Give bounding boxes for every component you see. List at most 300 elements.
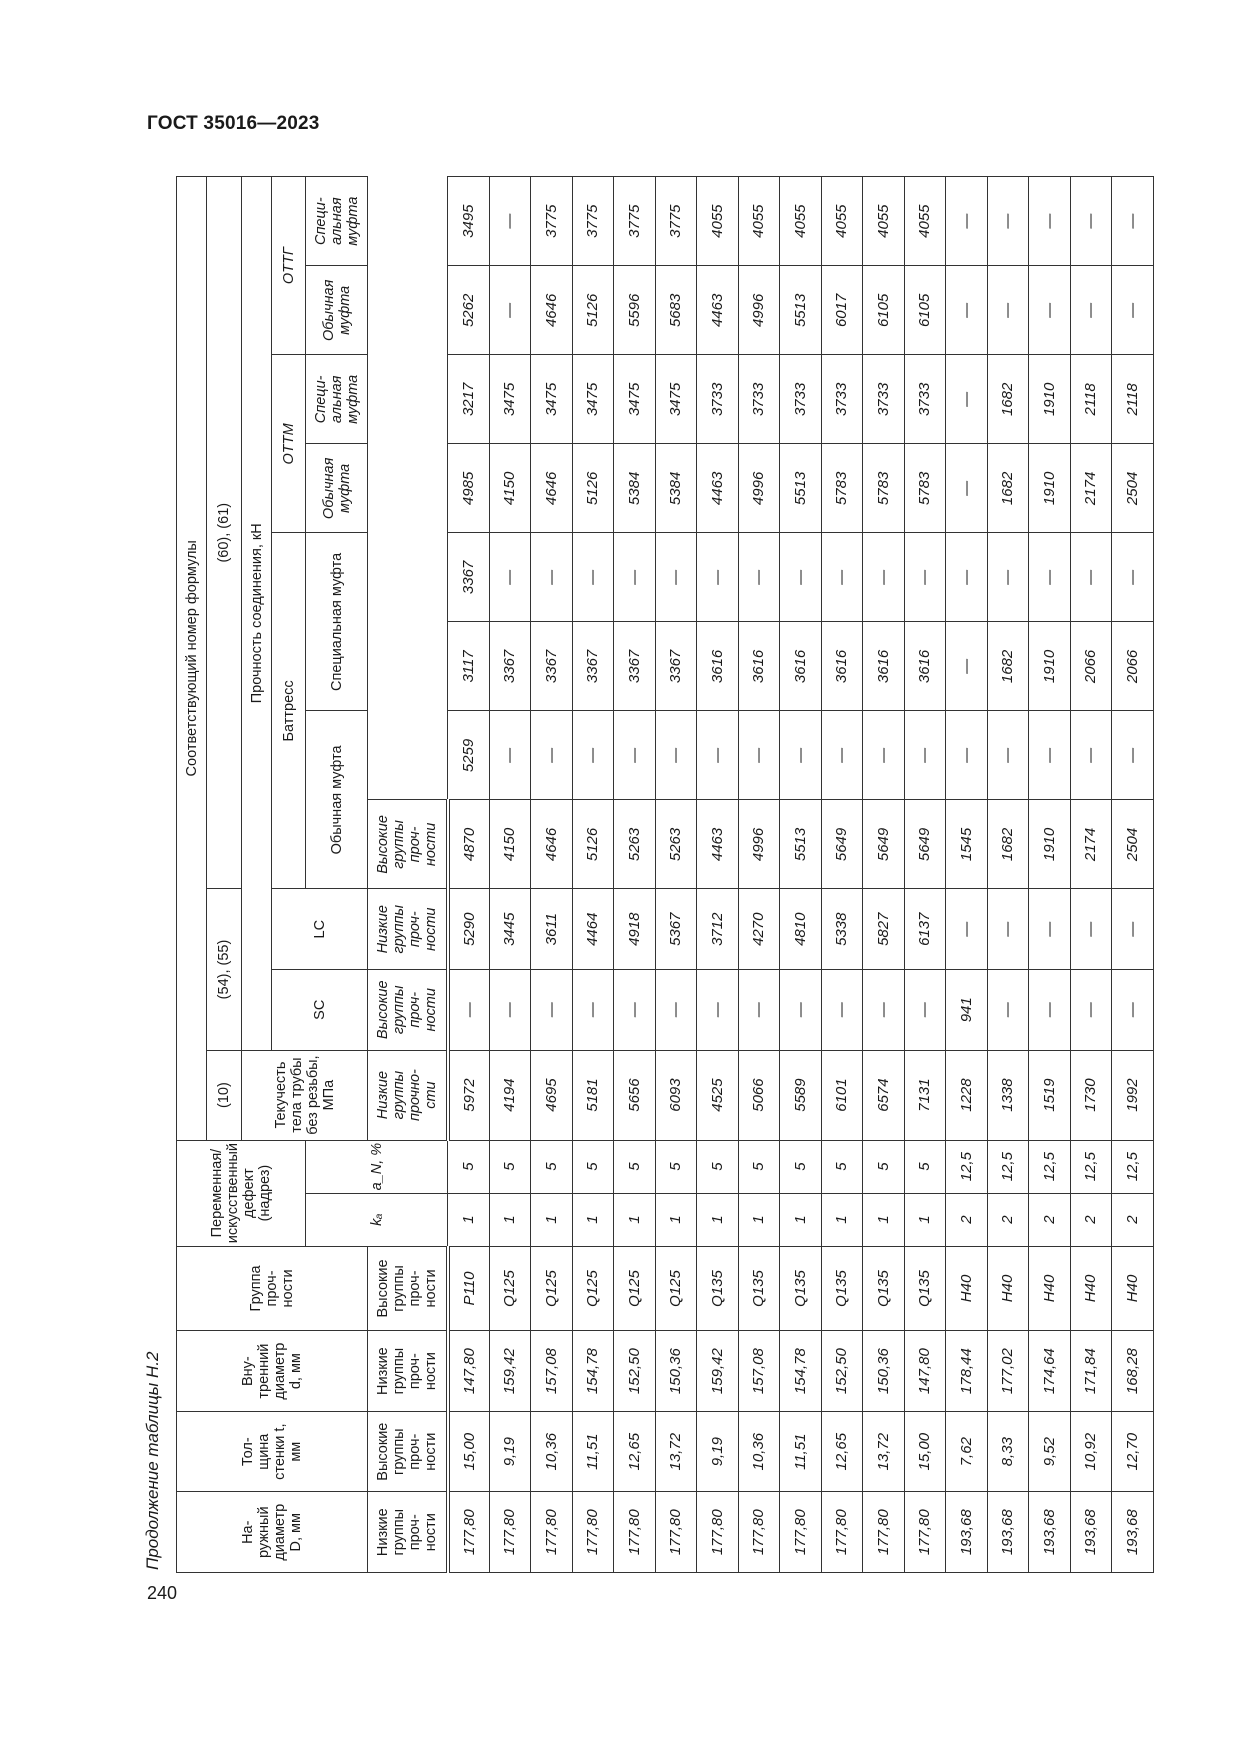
table-cell: — bbox=[1112, 711, 1154, 800]
table-cell: — bbox=[738, 711, 780, 800]
table-cell: — bbox=[904, 969, 946, 1050]
header-an: a_N, % bbox=[306, 1140, 448, 1193]
table-cell: — bbox=[904, 533, 946, 622]
table-cell: 3475 bbox=[531, 355, 573, 444]
table-cell: 1682 bbox=[987, 622, 1029, 711]
table-cell: 6574 bbox=[863, 1050, 905, 1140]
table-cell: 3775 bbox=[655, 177, 697, 266]
table-cell: Q125 bbox=[655, 1246, 697, 1331]
header-yield-strength: Текучесть тела трубы без резьбы, МПа bbox=[242, 1050, 368, 1140]
table-cell: — bbox=[655, 533, 697, 622]
header-wall-thickness: Тол- щина стенки t, мм bbox=[177, 1411, 368, 1492]
table-cell: 2 bbox=[1029, 1193, 1071, 1246]
table-cell: — bbox=[946, 622, 988, 711]
table-cell: 5783 bbox=[904, 444, 946, 533]
table-cell: 6093 bbox=[655, 1050, 697, 1140]
header-ottm-special-high: Высокие группы проч- ности bbox=[368, 969, 448, 1050]
table-cell: 3733 bbox=[697, 355, 739, 444]
table-cell: — bbox=[1112, 969, 1154, 1050]
table-cell: — bbox=[904, 711, 946, 800]
table-row bbox=[1029, 177, 1071, 1573]
table-cell: — bbox=[863, 711, 905, 800]
table-cell: — bbox=[1070, 533, 1112, 622]
header-buttress-regular: Обычная муфта bbox=[306, 711, 368, 889]
table-cell: 177,80 bbox=[655, 1492, 697, 1573]
table-cell: — bbox=[987, 533, 1029, 622]
table-cell: 3616 bbox=[863, 622, 905, 711]
table-cell: 5783 bbox=[863, 444, 905, 533]
table-cell: — bbox=[946, 177, 988, 266]
table-cell: — bbox=[1029, 266, 1071, 355]
header-outer-diameter: На- ружный диаметр D, мм bbox=[177, 1492, 368, 1573]
table-cell: — bbox=[1070, 889, 1112, 970]
table-cell: 3445 bbox=[489, 889, 531, 970]
table-cell: 1992 bbox=[1112, 1050, 1154, 1140]
rotated-table-frame bbox=[176, 176, 1154, 1573]
table-cell: 5259 bbox=[448, 711, 490, 800]
table-cell: Q125 bbox=[531, 1246, 573, 1331]
table-row bbox=[780, 177, 822, 1573]
table-cell: 4985 bbox=[448, 444, 490, 533]
table-cell: 2 bbox=[1070, 1193, 1112, 1246]
table-cell: Q125 bbox=[614, 1246, 656, 1331]
table-cell: 4996 bbox=[738, 444, 780, 533]
table-cell: H40 bbox=[987, 1246, 1029, 1331]
table-cell: — bbox=[946, 444, 988, 533]
table-cell: 4918 bbox=[614, 889, 656, 970]
header-ottg-special: Специ- альная муфта bbox=[306, 177, 368, 266]
table-cell: — bbox=[489, 969, 531, 1050]
header-joint-strength: Прочность соединения, кН bbox=[242, 177, 272, 1051]
table-cell: 5589 bbox=[780, 1050, 822, 1140]
table-cell: 6105 bbox=[904, 266, 946, 355]
table-cell: — bbox=[1112, 177, 1154, 266]
header-ottg-special-high: Высокие группы проч- ности bbox=[368, 800, 448, 889]
table-cell: 3367 bbox=[489, 622, 531, 711]
table-cell: 5783 bbox=[821, 444, 863, 533]
table-cell: H40 bbox=[946, 1246, 988, 1331]
header-lc: LC bbox=[272, 889, 368, 970]
table-cell: 5367 bbox=[655, 889, 697, 970]
header-buttress-special-high: Высокие группы проч- ности bbox=[368, 1246, 448, 1331]
table-cell: 5513 bbox=[780, 266, 822, 355]
table-cell: — bbox=[738, 969, 780, 1050]
table-cell: — bbox=[572, 711, 614, 800]
table-cell: 150,36 bbox=[655, 1331, 697, 1412]
table-cell: — bbox=[946, 533, 988, 622]
table-cell: 4996 bbox=[738, 800, 780, 889]
table-cell: 2174 bbox=[1070, 800, 1112, 889]
table-row bbox=[572, 177, 614, 1573]
table-cell: — bbox=[1070, 969, 1112, 1050]
table-cell: — bbox=[780, 533, 822, 622]
table-cell: 5683 bbox=[655, 266, 697, 355]
table-cell: 193,68 bbox=[946, 1492, 988, 1573]
table-cell: 1910 bbox=[1029, 800, 1071, 889]
table-cell: 1910 bbox=[1029, 444, 1071, 533]
table-cell: 159,42 bbox=[489, 1331, 531, 1412]
table-caption: Продолжение таблицы Н.2 bbox=[143, 1351, 162, 1570]
table-cell: 10,92 bbox=[1070, 1411, 1112, 1492]
table-cell: 177,80 bbox=[904, 1492, 946, 1573]
table-cell: 3367 bbox=[614, 622, 656, 711]
table-cell: 2066 bbox=[1070, 622, 1112, 711]
table-cell: 4055 bbox=[780, 177, 822, 266]
table-cell: 177,80 bbox=[572, 1492, 614, 1573]
table-cell: — bbox=[531, 533, 573, 622]
table-cell: 5126 bbox=[572, 800, 614, 889]
table-body bbox=[448, 177, 1154, 1573]
table-cell: 1545 bbox=[946, 800, 988, 889]
table-cell: 5262 bbox=[448, 266, 490, 355]
table-cell: — bbox=[946, 266, 988, 355]
table-cell: 3611 bbox=[531, 889, 573, 970]
table-cell: 150,36 bbox=[863, 1331, 905, 1412]
table-cell: 193,68 bbox=[1112, 1492, 1154, 1573]
table-cell: 1 bbox=[904, 1193, 946, 1246]
table-cell: 193,68 bbox=[1070, 1492, 1112, 1573]
table-cell: 1338 bbox=[987, 1050, 1029, 1140]
table-cell: — bbox=[448, 969, 490, 1050]
table-cell: — bbox=[987, 969, 1029, 1050]
table-cell: 4646 bbox=[531, 800, 573, 889]
table-cell: 11,51 bbox=[780, 1411, 822, 1492]
table-row bbox=[531, 177, 573, 1573]
table-cell: — bbox=[1112, 889, 1154, 970]
table-cell: 3712 bbox=[697, 889, 739, 970]
table-cell: — bbox=[987, 889, 1029, 970]
table-cell: 3733 bbox=[738, 355, 780, 444]
table-cell: — bbox=[1112, 533, 1154, 622]
table-cell: 5263 bbox=[614, 800, 656, 889]
table-cell: 5 bbox=[531, 1140, 573, 1193]
table-cell: 3775 bbox=[614, 177, 656, 266]
document-header: ГОСТ 35016—2023 bbox=[147, 113, 320, 134]
table-cell: 15,00 bbox=[904, 1411, 946, 1492]
table-cell: 12,5 bbox=[987, 1140, 1029, 1193]
table-container bbox=[176, 176, 1154, 1573]
table-cell: H40 bbox=[1070, 1246, 1112, 1331]
table-cell: 5649 bbox=[863, 800, 905, 889]
table-cell: 6017 bbox=[821, 266, 863, 355]
table-cell: — bbox=[614, 969, 656, 1050]
table-cell: 5263 bbox=[655, 800, 697, 889]
table-cell: 5384 bbox=[614, 444, 656, 533]
table-cell: 157,08 bbox=[738, 1331, 780, 1412]
header-buttress: Баттресс bbox=[272, 533, 306, 889]
table-cell: — bbox=[614, 533, 656, 622]
table-cell: 174,64 bbox=[1029, 1331, 1071, 1412]
table-cell: 10,36 bbox=[531, 1411, 573, 1492]
table-cell: 177,80 bbox=[614, 1492, 656, 1573]
table-cell: 12,5 bbox=[946, 1140, 988, 1193]
table-cell: 2174 bbox=[1070, 444, 1112, 533]
table-cell: 4695 bbox=[531, 1050, 573, 1140]
table-cell: 5513 bbox=[780, 800, 822, 889]
table-cell: 5 bbox=[572, 1140, 614, 1193]
table-cell: 12,5 bbox=[1029, 1140, 1071, 1193]
table-cell: 5290 bbox=[448, 889, 490, 970]
header-ottg: ОТТГ bbox=[272, 177, 306, 355]
table-cell: 1910 bbox=[1029, 355, 1071, 444]
table-cell: — bbox=[863, 969, 905, 1050]
table-cell: 5338 bbox=[821, 889, 863, 970]
table-cell: 3217 bbox=[448, 355, 490, 444]
table-cell: 1 bbox=[531, 1193, 573, 1246]
header-formula-60-61: (60), (61) bbox=[207, 177, 242, 889]
table-cell: 177,02 bbox=[987, 1331, 1029, 1412]
table-cell: — bbox=[655, 969, 697, 1050]
table-cell: 6105 bbox=[863, 266, 905, 355]
table-cell: 12,65 bbox=[614, 1411, 656, 1492]
table-cell: 3733 bbox=[821, 355, 863, 444]
table-cell: 8,33 bbox=[987, 1411, 1029, 1492]
table-cell: 171,84 bbox=[1070, 1331, 1112, 1412]
table-cell: 4194 bbox=[489, 1050, 531, 1140]
table-cell: 4463 bbox=[697, 266, 739, 355]
table-cell: 177,80 bbox=[863, 1492, 905, 1573]
table-cell: 5384 bbox=[655, 444, 697, 533]
table-cell: — bbox=[572, 969, 614, 1050]
table-cell: 4870 bbox=[448, 800, 490, 889]
table-cell: — bbox=[987, 266, 1029, 355]
table-cell: 5972 bbox=[448, 1050, 490, 1140]
table-cell: 3495 bbox=[448, 177, 490, 266]
table-row bbox=[448, 177, 490, 1573]
table-cell: — bbox=[987, 711, 1029, 800]
table-cell: — bbox=[1029, 177, 1071, 266]
table-cell: 5066 bbox=[738, 1050, 780, 1140]
table-cell: — bbox=[946, 711, 988, 800]
table-cell: Q125 bbox=[489, 1246, 531, 1331]
table-cell: 177,80 bbox=[780, 1492, 822, 1573]
table-cell: — bbox=[531, 969, 573, 1050]
header-ottg-regular: Обычная муфта bbox=[306, 266, 368, 355]
table-cell: 1910 bbox=[1029, 622, 1071, 711]
table-cell: Q135 bbox=[904, 1246, 946, 1331]
table-cell: 5 bbox=[697, 1140, 739, 1193]
table-row bbox=[1070, 177, 1112, 1573]
strength-table bbox=[176, 176, 1154, 1573]
header-ottg-regular-low: Низкие группы проч- ности bbox=[368, 889, 448, 970]
table-cell: 2118 bbox=[1070, 355, 1112, 444]
table-cell: 12,5 bbox=[1070, 1140, 1112, 1193]
header-buttress-special-low: Низкие группы проч- ности bbox=[368, 1331, 448, 1412]
table-row bbox=[904, 177, 946, 1573]
table-cell: H40 bbox=[1112, 1246, 1154, 1331]
table-cell: 1730 bbox=[1070, 1050, 1112, 1140]
table-cell: 941 bbox=[946, 969, 988, 1050]
table-row bbox=[697, 177, 739, 1573]
table-cell: 7,62 bbox=[946, 1411, 988, 1492]
table-row bbox=[987, 177, 1029, 1573]
table-cell: P110 bbox=[448, 1246, 490, 1331]
table-cell: 1 bbox=[697, 1193, 739, 1246]
table-cell: 152,50 bbox=[614, 1331, 656, 1412]
table-cell: 1228 bbox=[946, 1050, 988, 1140]
table-cell: 7131 bbox=[904, 1050, 946, 1140]
header-strength-group: Группа проч- ности bbox=[177, 1246, 368, 1331]
table-cell: 3775 bbox=[531, 177, 573, 266]
table-cell: — bbox=[489, 533, 531, 622]
table-cell: 193,68 bbox=[987, 1492, 1029, 1573]
table-cell: 4150 bbox=[489, 444, 531, 533]
table-cell: — bbox=[1070, 711, 1112, 800]
table-cell: 15,00 bbox=[448, 1411, 490, 1492]
table-cell: 5126 bbox=[572, 266, 614, 355]
table-cell: 177,80 bbox=[531, 1492, 573, 1573]
table-cell: — bbox=[655, 711, 697, 800]
table-cell: 5656 bbox=[614, 1050, 656, 1140]
table-cell: 5 bbox=[614, 1140, 656, 1193]
header-buttress-regular-high: Высокие группы проч- ности bbox=[368, 1411, 448, 1492]
header-ottm-special: Специ- альная муфта bbox=[306, 355, 368, 444]
table-cell: 9,52 bbox=[1029, 1411, 1071, 1492]
table-cell: 2118 bbox=[1112, 355, 1154, 444]
table-cell: Q135 bbox=[821, 1246, 863, 1331]
header-formula-10: (10) bbox=[207, 1050, 242, 1140]
table-cell: 3475 bbox=[489, 355, 531, 444]
table-cell: 4464 bbox=[572, 889, 614, 970]
table-cell: — bbox=[946, 889, 988, 970]
table-cell: 5649 bbox=[904, 800, 946, 889]
page-number: 240 bbox=[147, 1583, 178, 1603]
table-cell: — bbox=[614, 711, 656, 800]
table-cell: 12,65 bbox=[821, 1411, 863, 1492]
table-row bbox=[821, 177, 863, 1573]
table-cell: 3367 bbox=[572, 622, 614, 711]
table-cell: 5 bbox=[904, 1140, 946, 1193]
header-ottm: ОТТМ bbox=[272, 355, 306, 533]
table-row bbox=[489, 177, 531, 1573]
table-cell: 12,5 bbox=[1112, 1140, 1154, 1193]
table-cell: 4055 bbox=[904, 177, 946, 266]
table-cell: 5827 bbox=[863, 889, 905, 970]
table-cell: 3775 bbox=[572, 177, 614, 266]
table-row bbox=[1112, 177, 1154, 1573]
table-cell: 4463 bbox=[697, 444, 739, 533]
table-cell: — bbox=[738, 533, 780, 622]
table-cell: 4150 bbox=[489, 800, 531, 889]
table-cell: 5596 bbox=[614, 266, 656, 355]
table-cell: 1 bbox=[780, 1193, 822, 1246]
table-cell: 2 bbox=[1112, 1193, 1154, 1246]
table-cell: — bbox=[946, 355, 988, 444]
table-cell: — bbox=[531, 711, 573, 800]
table-cell: — bbox=[1070, 266, 1112, 355]
table-cell: 3733 bbox=[780, 355, 822, 444]
table-cell: — bbox=[863, 533, 905, 622]
table-cell: — bbox=[697, 711, 739, 800]
table-cell: 1519 bbox=[1029, 1050, 1071, 1140]
table-cell: 5 bbox=[780, 1140, 822, 1193]
table-cell: 193,68 bbox=[1029, 1492, 1071, 1573]
table-cell: 5 bbox=[863, 1140, 905, 1193]
table-cell: 4646 bbox=[531, 266, 573, 355]
table-cell: 154,78 bbox=[780, 1331, 822, 1412]
table-cell: 3733 bbox=[863, 355, 905, 444]
table-cell: 5513 bbox=[780, 444, 822, 533]
table-cell: 1 bbox=[489, 1193, 531, 1246]
table-cell: Q135 bbox=[697, 1246, 739, 1331]
table-cell: H40 bbox=[1029, 1246, 1071, 1331]
table-cell: 4996 bbox=[738, 266, 780, 355]
header-ottm-regular: Обычная муфта bbox=[306, 444, 368, 533]
table-cell: 10,36 bbox=[738, 1411, 780, 1492]
table-cell: 4463 bbox=[697, 800, 739, 889]
table-cell: 4055 bbox=[697, 177, 739, 266]
table-cell: 12,70 bbox=[1112, 1411, 1154, 1492]
table-cell: 1 bbox=[863, 1193, 905, 1246]
table-cell: 154,78 bbox=[572, 1331, 614, 1412]
table-cell: 1 bbox=[821, 1193, 863, 1246]
table-cell: 147,80 bbox=[904, 1331, 946, 1412]
table-cell: 5181 bbox=[572, 1050, 614, 1140]
table-cell: 177,80 bbox=[738, 1492, 780, 1573]
table-cell: 3616 bbox=[904, 622, 946, 711]
header-formula-number: Соответствующий номер формулы bbox=[177, 177, 207, 1141]
table-cell: 4810 bbox=[780, 889, 822, 970]
table-cell: — bbox=[780, 969, 822, 1050]
table-cell: 13,72 bbox=[863, 1411, 905, 1492]
table-cell: — bbox=[821, 969, 863, 1050]
table-cell: — bbox=[780, 711, 822, 800]
table-row bbox=[946, 177, 988, 1573]
table-cell: 3475 bbox=[614, 355, 656, 444]
table-cell: — bbox=[1029, 889, 1071, 970]
header-ka: kₐ bbox=[306, 1193, 448, 1246]
table-cell: 1682 bbox=[987, 444, 1029, 533]
table-cell: 2504 bbox=[1112, 444, 1154, 533]
header-defect-group: Переменная/ искусственный дефект (надрез) bbox=[177, 1140, 306, 1246]
table-cell: 152,50 bbox=[821, 1331, 863, 1412]
table-cell: 5649 bbox=[821, 800, 863, 889]
table-cell: 147,80 bbox=[448, 1331, 490, 1412]
table-cell: 177,80 bbox=[448, 1492, 490, 1573]
table-cell: 3367 bbox=[655, 622, 697, 711]
table-cell: 5 bbox=[655, 1140, 697, 1193]
table-cell: 1 bbox=[614, 1193, 656, 1246]
table-cell: 5126 bbox=[572, 444, 614, 533]
table-cell: Q135 bbox=[863, 1246, 905, 1331]
table-cell: 5 bbox=[448, 1140, 490, 1193]
header-inner-diameter: Вну- тренний диаметр d, мм bbox=[177, 1331, 368, 1412]
table-cell: — bbox=[1070, 177, 1112, 266]
caption-container bbox=[133, 1330, 173, 1570]
table-cell: — bbox=[821, 533, 863, 622]
table-cell: 4270 bbox=[738, 889, 780, 970]
table-cell: 3117 bbox=[448, 622, 490, 711]
table-cell: 3367 bbox=[448, 533, 490, 622]
table-row bbox=[655, 177, 697, 1573]
table-cell: 3616 bbox=[697, 622, 739, 711]
table-cell: — bbox=[821, 711, 863, 800]
table-cell: 178,44 bbox=[946, 1331, 988, 1412]
header-buttress-special: Специальная муфта bbox=[306, 533, 368, 711]
table-cell: 5 bbox=[489, 1140, 531, 1193]
table-cell: Q135 bbox=[780, 1246, 822, 1331]
table-cell: 1 bbox=[572, 1193, 614, 1246]
table-cell: 2504 bbox=[1112, 800, 1154, 889]
table-cell: 1682 bbox=[987, 800, 1029, 889]
table-cell: — bbox=[489, 177, 531, 266]
table-cell: — bbox=[489, 266, 531, 355]
table-cell: 159,42 bbox=[697, 1331, 739, 1412]
table-cell: 177,80 bbox=[489, 1492, 531, 1573]
table-cell: 177,80 bbox=[821, 1492, 863, 1573]
table-cell: 1 bbox=[655, 1193, 697, 1246]
table-cell: 157,08 bbox=[531, 1331, 573, 1412]
